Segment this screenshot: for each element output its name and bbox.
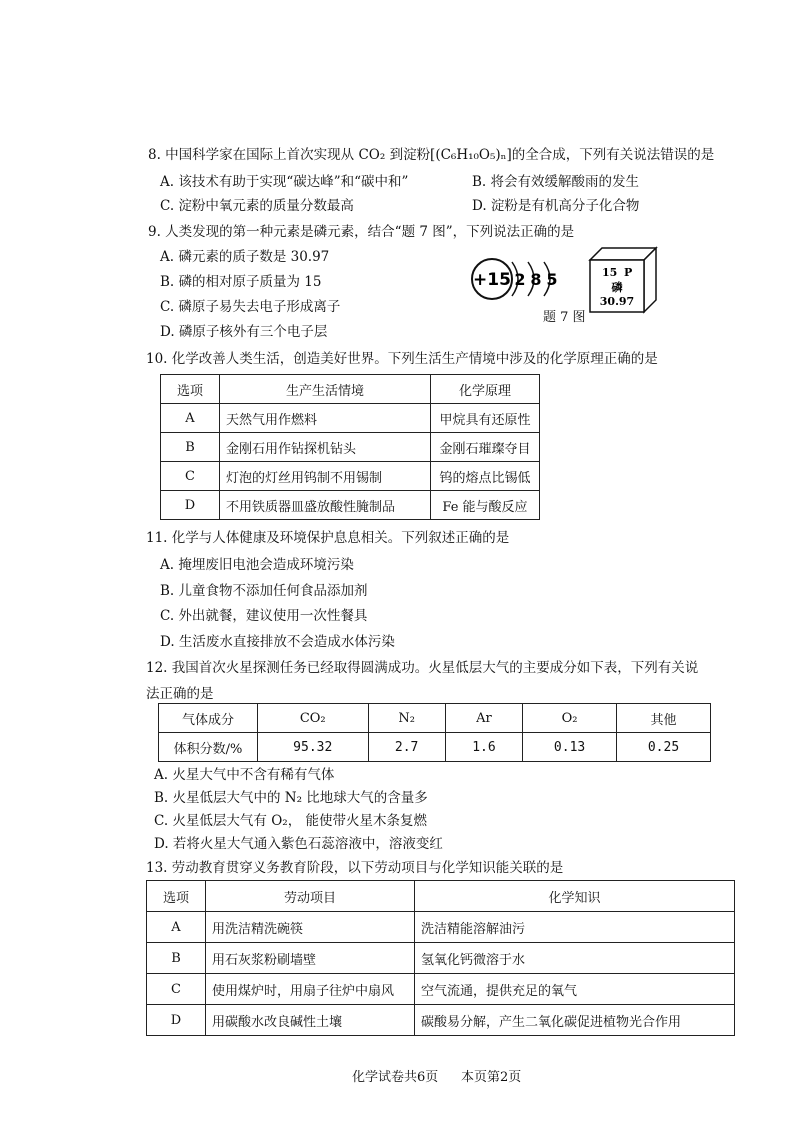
footer-current-page: 本页第2页 [461,1070,522,1085]
table-cell: 用石灰浆粉刷墙壁 [206,943,415,974]
table-row [161,433,540,462]
table-cell: 用碳酸水改良碱性土壤 [206,1005,415,1036]
table-row [147,943,735,974]
table-header-cell: 其他 [617,704,711,733]
element-symbol: P [624,266,633,279]
q8-stem: 8. 中国科学家在国际上首次实现从 CO₂ 到淀粉[(C₆H₁₀O₅)ₙ]的全合成，下列有关说法错误的是 [148,147,715,163]
table-cell: 灯泡的灯丝用钨制不用锡制 [220,462,431,491]
table-row [161,462,540,491]
table-header-cell: 化学知识 [415,881,735,912]
q13-table [146,880,735,1036]
table-row [159,733,711,762]
table-cell: 体积分数/% [159,733,258,762]
table-cell: 甲烷具有还原性 [431,404,540,433]
table-cell: Fe 能与酸反应 [431,491,540,520]
q8-option-c: C. 淀粉中氧元素的质量分数最高 [160,198,354,214]
footer-total-pages: 化学试卷共6页 [352,1070,439,1085]
q9-option-a: A. 磷元素的质子数是 30.97 [160,249,330,265]
table-row [147,912,735,943]
q9-option-c: C. 磷原子易失去电子形成离子 [160,299,341,315]
element-cell-cube [588,246,660,314]
table-cell: 1.6 [445,733,522,762]
q12-option-d: D. 若将火星大气通入紫色石蕊溶液中，溶液变红 [154,836,443,852]
q10-stem: 10. 化学改善人类生活，创造美好世界。下列生活生产情境中涉及的化学原理正确的是 [146,351,658,367]
table-header-cell: CO₂ [258,704,369,733]
table-cell: 氢氧化钙微溶于水 [415,943,735,974]
q9-option-b: B. 磷的相对原子质量为 15 [160,274,322,290]
table-cell: 95.32 [258,733,369,762]
table-cell: 金刚石用作钻探机钻头 [220,433,431,462]
q11-option-c: C. 外出就餐，建议使用一次性餐具 [160,608,368,624]
table-cell: A [161,404,220,433]
table-cell: 0.13 [523,733,617,762]
table-cell: D [147,1005,206,1036]
table-row [161,404,540,433]
table-cell: A [147,912,206,943]
table-header-cell: O₂ [523,704,617,733]
table-cell: B [161,433,220,462]
q8-option-a: A. 该技术有助于实现“碳达峰”和“碳中和” [160,174,409,190]
element-mass: 30.97 [599,295,635,308]
shell-electrons-1: 2 [514,270,526,289]
table-header-cell: 劳动项目 [206,881,415,912]
shell-electrons-2: 8 [530,270,542,289]
q9-stem: 9. 人类发现的第一种元素是磷元素，结合“题 7 图”，下列说法正确的是 [148,224,575,240]
table-cell: 0.25 [617,733,711,762]
table-cell: 空气流通，提供充足的氧气 [415,974,735,1005]
table-header-cell: 选项 [161,375,220,404]
q8-option-d: D. 淀粉是有机高分子化合物 [472,198,640,214]
table-cell: C [147,974,206,1005]
q10-table [160,374,540,520]
table-cell: 不用铁质器皿盛放酸性腌制品 [220,491,431,520]
q12-option-a: A. 火星大气中不含有稀有气体 [154,767,335,783]
table-cell: 洗洁精能溶解油污 [415,912,735,943]
table-cell: B [147,943,206,974]
table-header-cell: 气体成分 [159,704,258,733]
table-cell: 金刚石璀璨夺目 [431,433,540,462]
table-header-cell: 生产生活情境 [220,375,431,404]
nucleus-charge: +15 [473,270,511,290]
q8-option-b: B. 将会有效缓解酸雨的发生 [472,174,640,190]
q12-stem-line2: 法正确的是 [146,686,214,702]
q11-option-a: A. 掩埋废旧电池会造成环境污染 [160,557,354,573]
q12-stem-line1: 12. 我国首次火星探测任务已经取得圆满成功。火星低层大气的主要成分如下表，下列有关说 [146,660,699,676]
table-cell: 碳酸易分解，产生二氧化碳促进植物光合作用 [415,1005,735,1036]
table-cell: C [161,462,220,491]
table-header-row [161,375,540,404]
q12-option-c: C. 火星低层大气有 O₂， 能使带火星木条复燃 [154,813,427,829]
q12-option-b: B. 火星低层大气中的 N₂ 比地球大气的含量多 [154,790,428,806]
table-header-row [159,704,711,733]
table-cell: 使用煤炉时，用扇子往炉中扇风 [206,974,415,1005]
table-cell: 2.7 [368,733,445,762]
table-row [161,491,540,520]
table-header-cell: N₂ [368,704,445,733]
table-row [147,974,735,1005]
table-header-cell: Ar [445,704,522,733]
q9-option-d: D. 磷原子核外有三个电子层 [160,324,328,340]
element-number: 15 [602,266,618,279]
table-header-cell: 化学原理 [431,375,540,404]
q11-option-d: D. 生活废水直接排放不会造成水体污染 [160,634,395,650]
phosphorus-atom-diagram [468,252,568,306]
q11-option-b: B. 儿童食物不添加任何食品添加剂 [160,583,368,599]
table-header-row [147,881,735,912]
q11-stem: 11. 化学与人体健康及环境保护息息相关。下列叙述正确的是 [146,530,510,546]
table-cell: D [161,491,220,520]
table-cell: 天然气用作燃料 [220,404,431,433]
shell-electrons-3: 5 [546,270,558,289]
q13-stem: 13. 劳动教育贯穿义务教育阶段，以下劳动项目与化学知识能关联的是 [146,860,564,876]
table-header-cell: 选项 [147,881,206,912]
table-cell: 用洗洁精洗碗筷 [206,912,415,943]
table-row [147,1005,735,1036]
figure-caption: 题 7 图 [543,310,586,325]
q12-table [158,703,711,762]
table-cell: 钨的熔点比锡低 [431,462,540,491]
element-name: 磷 [611,281,623,294]
